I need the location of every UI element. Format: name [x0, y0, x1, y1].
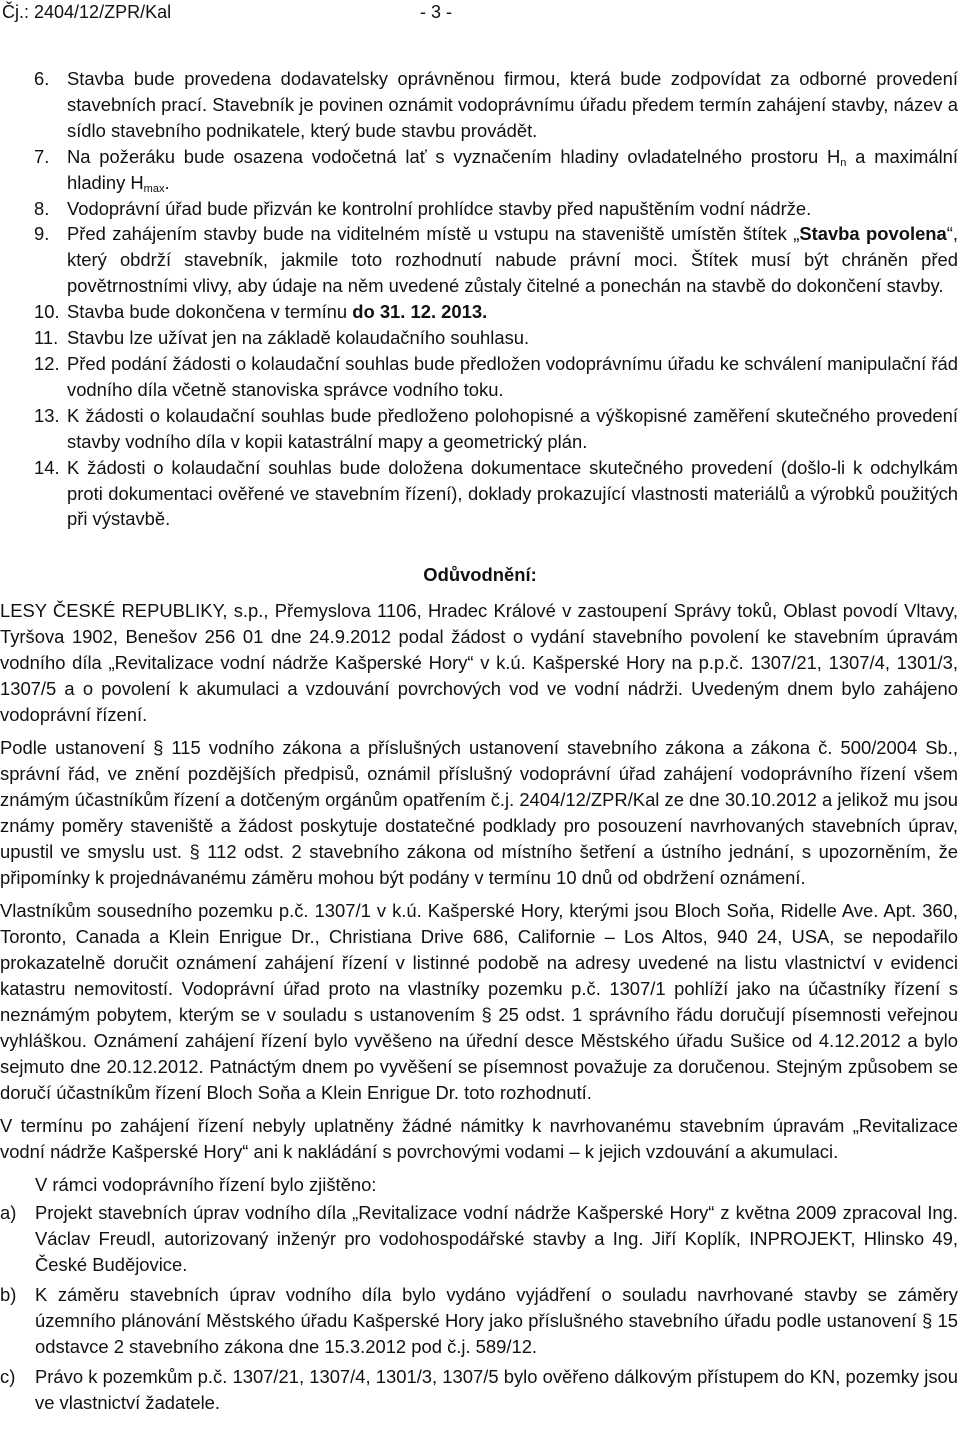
- item-number: 6.: [34, 68, 50, 89]
- item-text: Před zahájením stavby bude na viditelném místě u vstupu na staveniště umístěn štítek „Stavba povolena“, který obdrží stavebník, jakmile toto rozhodnutí nabude právní moci. Štítek musí být chráněn před povětrnostními vlivy, aby údaje na něm uvedené zůstaly čitelné a ponechán na stavbě do dokončení stavby.: [67, 223, 958, 297]
- item-text: Stavba bude provedena dodavatelsky oprávněnou firmou, která bude zodpovídat za odborné provedení stavebních prací. Stavebník je povinen oznámit vodoprávnímu úřadu předem termín zahájení stavby, název a sídlo stavebního podnikatele, který bude stavbu provádět.: [67, 68, 958, 141]
- paragraph: V termínu po zahájení řízení nebyly uplatněny žádné námitky k navrhovanému stavebním úpravám „Revitalizace vodní nádrže Kašperské Hory“ ani k nakládání s povrchovými vodami – k jejich vzdouvání a akumulaci.: [0, 1115, 958, 1162]
- item-text: Stavbu lze užívat jen na základě kolaudačního souhlasu.: [67, 327, 530, 349]
- finding-text: Projekt stavebních úprav vodního díla „Revitalizace vodní nádrže Kašperské Hory“ z května 2009 zpracoval Ing. Václav Freudl, autorizovaný inženýr pro vodohospodářské stavby a Ing. Jiří Koplík, INPROJEKT, Hlinsko 49, České Budějovice.: [35, 1202, 958, 1275]
- item-number: 13.: [34, 404, 60, 426]
- page-number: - 3 -: [420, 2, 453, 22]
- finding-letter: c): [0, 1366, 16, 1387]
- list-item: [0, 455, 958, 533]
- item-text: Na požeráku bude osazena vodočetná lať s vyznačením hladiny ovladatelného prostoru $H_n$ a maximální hladiny $H_{max}$.: [67, 145, 959, 195]
- item-number: 8.: [34, 197, 50, 219]
- list-item: [0, 221, 958, 299]
- finding-item: [0, 1282, 958, 1360]
- reference-number: Čj.: 2404/12/ZPR/Kal: [2, 2, 172, 22]
- list-item: [0, 144, 958, 196]
- justification-body: [0, 598, 958, 1420]
- list-item: [0, 325, 958, 351]
- paragraph: LESY ČESKÉ REPUBLIKY, s.p., Přemyslova 1106, Hradec Králové v zastoupení Správy toků, Oblast povodí Vltavy, Tyršova 1902, Benešov 256 01 dne 24.9.2012 podal žádost o vydání stavebního povolení ke stavebním úpravám vodního díla „Revitalizace vodní nádrže Kašperské Hory“ v k.ú. Kašperské Hory na p.p.č. 1307/21, 1307/4, 1301/3, 1307/5 a o povolení k akumulaci a vzdouvání povrchových vod ve vodní nádrži. Uvedeným dnem bylo zahájeno vodoprávní řízení.: [0, 600, 958, 725]
- findings-intro: V rámci vodoprávního řízení bylo zjištěno:: [35, 1174, 377, 1195]
- list-item: [0, 351, 958, 403]
- item-number: 7.: [34, 145, 50, 167]
- item-text: K žádosti o kolaudační souhlas bude předloženo polohopisné a výškopisné zaměření skutečného provedení stavby vodního díla v kopii katastrální mapy a geometrický plán.: [67, 404, 958, 452]
- paragraph: Vlastníkům sousedního pozemku p.č. 1307/1 v k.ú. Kašperské Hory, kterými jsou Bloch Soňa, Ridelle Ave. Apt. 360, Toronto, Canada a Klein Enrigue Dr., Christiana Drive 686, Californie – Los Altos, 940 24, USA, se nepodařilo prokazatelně doručit oznámení zahájení řízení v listinné podobě na adresy uvedené na listu vlastnictví v evidenci katastru nemovitostí. Vodoprávní úřad proto na vlastníky pozemku p.č. 1307/1 pohlíží jako na účastníky řízení s neznámým pobytem, kterým se v souladu s ustanovením § 25 odst. 1 správního řádu doručují písemnosti veřejnou vyhláškou. Oznámení zahájení řízení bylo vyvěšeno na úřední desce Městského úřadu Sušice od 4.12.2012 a bylo sejmuto dne 20.12.2012. Patnáctým dnem po vyvěšení se písemnost považuje za doručenou. Stejným způsobem se doručí účastníkům řízení Bloch Soňa a Klein Enrigue Dr. toto rozhodnutí.: [0, 900, 958, 1103]
- list-item: [0, 66, 958, 144]
- finding-text: Právo k pozemkům p.č. 1307/21, 1307/4, 1301/3, 1307/5 bylo ověřeno dálkovým přístupem do KN, pozemky jsou ve vlastnictví žadatele.: [35, 1366, 958, 1413]
- section-heading: Odůvodnění:: [423, 564, 537, 585]
- item-text: Před podání žádosti o kolaudační souhlas bude předložen vodoprávnímu úřadu ke schválení manipulační řád vodního díla včetně stanoviska správce vodního toku.: [67, 352, 958, 400]
- item-number: 10.: [34, 301, 60, 323]
- item-text: Stavba bude dokončena v termínu do 31. 12. 2013.: [67, 301, 488, 323]
- list-item: [0, 403, 958, 455]
- finding-item: [0, 1200, 958, 1278]
- item-text: K žádosti o kolaudační souhlas bude doložena dokumentace skutečného provedení (došlo-li k odchylkám proti dokumentaci ověřené ve stavebním řízení), doklady prokazující vlastnosti materiálů a výrobků použitých při výstavbě.: [67, 456, 958, 530]
- item-number: 14.: [34, 456, 60, 478]
- conditions-list: [0, 66, 958, 532]
- item-number: 12.: [34, 352, 60, 374]
- item-text: Vodoprávní úřad bude přizván ke kontrolní prohlídce stavby před napuštěním vodní nádrže.: [67, 197, 812, 219]
- item-number: 11.: [34, 327, 59, 349]
- finding-text: K záměru stavebních úprav vodního díla bylo vydáno vyjádření o souladu navrhované stavby se záměry územního plánování Městského úřadu Kašperské Hory jako příslušného stavebního úřadu podle ustanovení § 15 odstavce 2 stavebního zákona dne 15.3.2012 pod č.j. 589/12.: [35, 1284, 958, 1357]
- item-number: 9.: [34, 223, 50, 245]
- finding-letter: b): [0, 1284, 17, 1305]
- paragraph: Podle ustanovení § 115 vodního zákona a příslušných ustanovení stavebního zákona a zákona č. 500/2004 Sb., správní řád, ve znění pozdějších předpisů, oznámil příslušný vodoprávní úřad zahájení vodoprávního řízení všem známým účastníkům řízení a dotčeným orgánům opatřením č.j. 2404/12/ZPR/Kal ze dne 30.10.2012 a jelikož mu jsou známy poměry staveniště a žádost poskytuje dostatečné podklady pro posouzení navrhovaných stavebních úprav, upustil ve smyslu ust. § 112 odst. 2 stavebního zákona od místního šetření a ústního jednání, s upozorněním, že připomínky k projednávanému záměru mohou být podány v termínu 10 dnů od obdržení oznámení.: [0, 737, 958, 888]
- document-header: [2, 2, 453, 23]
- finding-letter: a): [0, 1202, 17, 1223]
- list-item: [0, 196, 958, 222]
- list-item: [0, 299, 958, 325]
- finding-item: [0, 1364, 958, 1416]
